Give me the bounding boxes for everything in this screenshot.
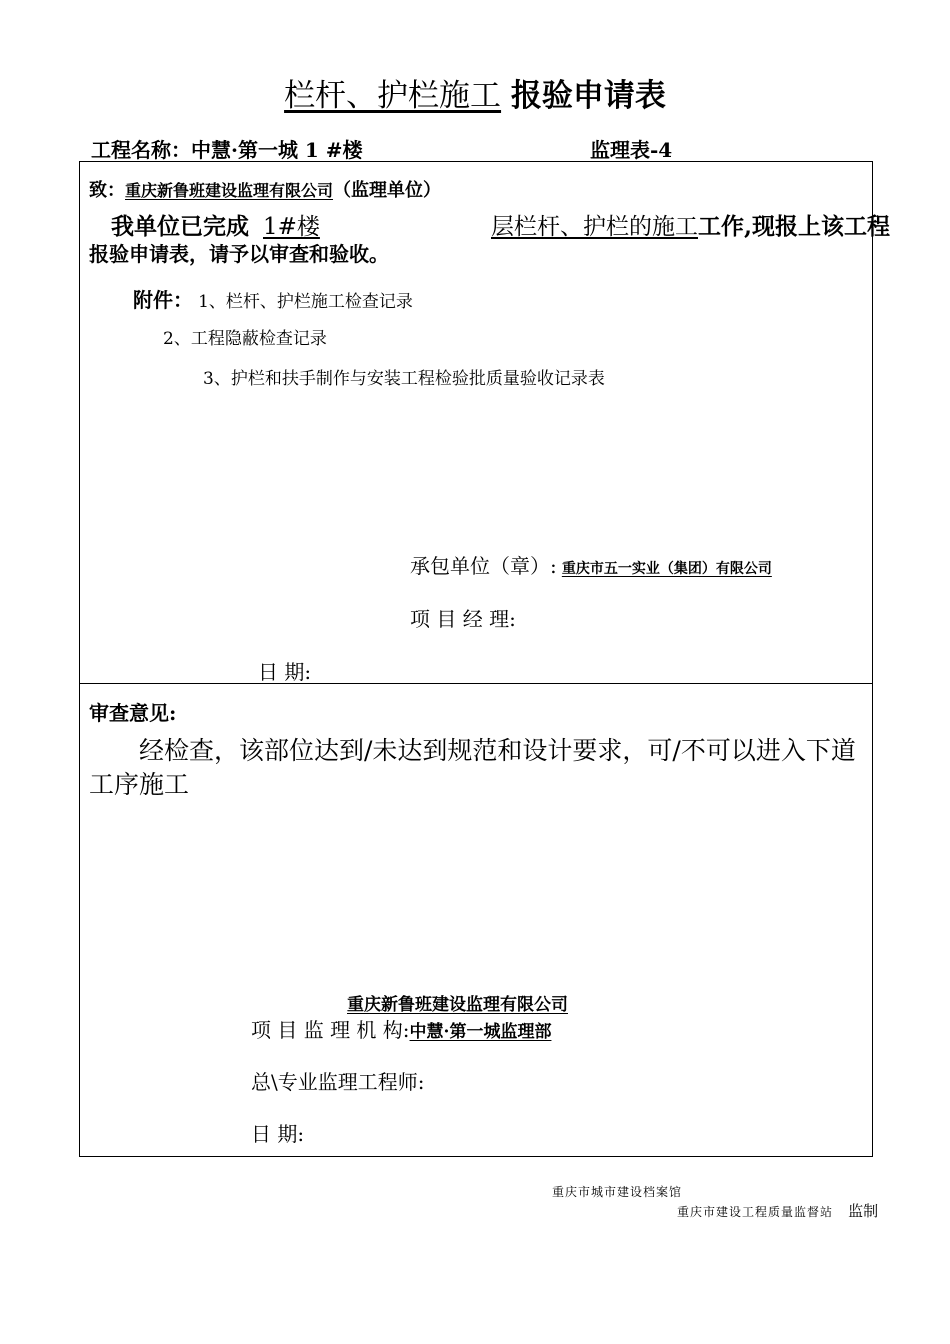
footer-station: 重庆市建设工程质量监督站 [677, 1205, 834, 1219]
opinion-line-2: 工序施工 [89, 770, 190, 799]
opinion-line-1: 经检查，该部位达到/未达到规范和设计要求，可/不可以进入下道 [139, 736, 856, 765]
org-label: 项 目 监 理 机 构: [251, 1018, 410, 1042]
date-label-1: 日 期: [258, 660, 312, 684]
attach-item-3: 3、护栏和扶手制作与安装工程检验批质量验收记录表 [203, 369, 605, 389]
body-suffix: 工作,现报上该工程 [698, 213, 891, 240]
title-part1: 栏杆、护栏施工 [284, 78, 502, 114]
to-company: 重庆新鲁班建设监理有限公司 [125, 181, 334, 200]
form-number: 监理表-4 [590, 138, 673, 162]
review-heading: 审查意见: [89, 701, 177, 725]
date-label-2: 日 期: [251, 1122, 305, 1146]
supervisor-company: 重庆新鲁班建设监理有限公司 [347, 995, 568, 1015]
contractor-label: 承包单位（章）: [410, 554, 557, 578]
title-part2: 报验申请表 [510, 78, 666, 114]
attach-item-1: 1、栏杆、护栏施工检查记录 [198, 292, 413, 312]
body-line-2: 报验申请表，请予以审查和验收。 [89, 242, 389, 266]
to-prefix: 致： [89, 180, 125, 201]
project-name: 工程名称：中慧·第一城 1 #楼 [91, 138, 363, 162]
contractor-name: 重庆市五一实业（集团）有限公司 [561, 561, 772, 577]
attachments [133, 284, 413, 313]
body-prefix: 我单位已完成 [111, 213, 249, 240]
attach-label: 附件： [133, 288, 193, 312]
contractor-line [410, 550, 772, 579]
footer-supervision [677, 1200, 878, 1221]
attach-item-2: 2、工程隐蔽检查记录 [163, 329, 327, 349]
org-name: 中慧·第一城监理部 [409, 1022, 552, 1042]
supervisor-org-line [251, 1014, 551, 1043]
body-work: 层栏杆、护栏的施工 [491, 214, 698, 240]
body-line-1 [111, 208, 890, 241]
project-manager-label: 项 目 经 理: [410, 607, 516, 631]
page-title [0, 70, 950, 115]
addressee [89, 176, 441, 202]
body-floor: 1#楼 [263, 214, 320, 240]
engineer-label: 总\专业监理工程师: [251, 1070, 425, 1094]
footer-suffix: 监制 [848, 1202, 879, 1220]
to-suffix: （监理单位） [333, 180, 442, 201]
footer-archive: 重庆市城市建设档案馆 [552, 1185, 683, 1199]
